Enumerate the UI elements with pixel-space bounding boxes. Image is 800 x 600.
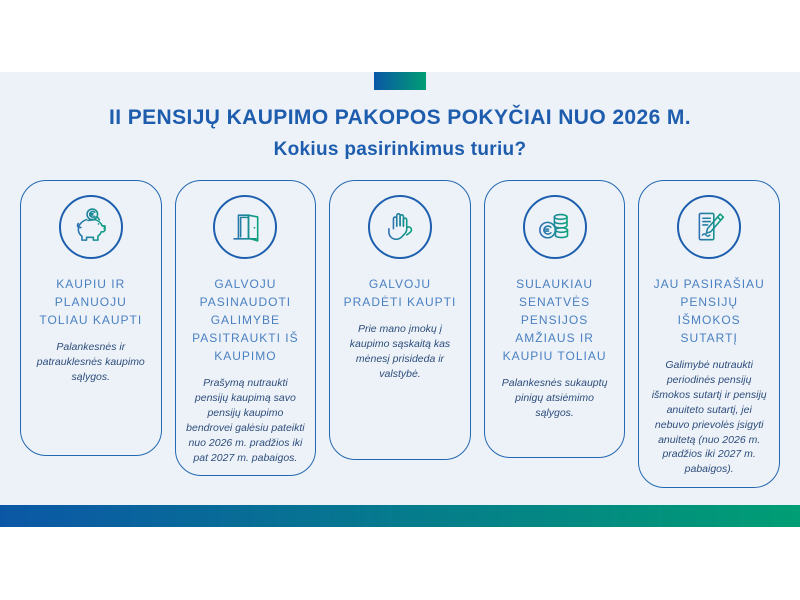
icon-circle xyxy=(59,195,123,259)
option-card-keep-saving xyxy=(20,180,162,456)
card-title: KAUPIU IR PLANUOJU TOLIAU KAUPTI xyxy=(39,277,143,327)
top-white-band xyxy=(0,0,800,72)
contract-pen-icon xyxy=(688,206,730,248)
card-description: Prie mano įmokų į kaupimo sąskaitą kas mėnesį prisideda ir valstybė. xyxy=(349,323,451,380)
icon-circle xyxy=(677,195,741,259)
page-subtitle: Kokius pasirinkimus turiu? xyxy=(273,139,527,160)
options-row xyxy=(20,180,780,488)
icon-circle xyxy=(368,195,432,259)
card-title: GALVOJU PASINAUDOTI GALIMYBE PASITRAUKTI IŠ KAUPIMO xyxy=(192,277,299,363)
open-door-icon xyxy=(224,206,266,248)
card-title: SULAUKIAU SENATVĖS PENSIJOS AMŽIAUS IR KAUPIU TOLIAU xyxy=(502,277,607,363)
piggy-bank-icon xyxy=(70,206,112,248)
card-description: Palankesnės ir patrauklesnės kaupimo sąlygos. xyxy=(36,341,145,383)
option-card-payout-contract xyxy=(638,180,780,488)
option-card-withdraw xyxy=(175,180,317,476)
option-card-start-saving xyxy=(329,180,471,460)
card-description: Galimybė nutraukti periodinės pensijų išmokos sutartį ir pensijų anuiteto sutartį, jei nebuvo prievolės įsigyti anuitetą (nuo 2026 m. pradžios iki 2027 m. pabaigos). xyxy=(651,359,767,476)
coins-icon xyxy=(534,206,576,248)
page-title: II PENSIJŲ KAUPIMO PAKOPOS POKYČIAI NUO 2026 M. xyxy=(108,106,692,129)
card-description: Palankesnės sukauptų pinigų atsiėmimo sąlygos. xyxy=(501,377,608,419)
accent-gradient-chip xyxy=(374,72,426,90)
card-title: GALVOJU PRADĖTI KAUPTI xyxy=(343,277,457,309)
option-card-pension-age xyxy=(484,180,626,458)
bottom-gradient-bar xyxy=(0,505,800,527)
card-title: JAU PASIRAŠIAU PENSIJŲ IŠMOKOS SUTARTĮ xyxy=(653,277,765,345)
icon-circle xyxy=(523,195,587,259)
main-content-area xyxy=(0,72,800,505)
bottom-white-band xyxy=(0,527,800,600)
icon-circle xyxy=(213,195,277,259)
card-description: Prašymą nutraukti pensijų kaupimą savo pensijų kaupimo bendrovei galėsiu pateikti nuo 2026 m. pradžios iki pat 2027 m. pabaigos. xyxy=(186,377,305,464)
raised-hand-icon xyxy=(379,206,421,248)
